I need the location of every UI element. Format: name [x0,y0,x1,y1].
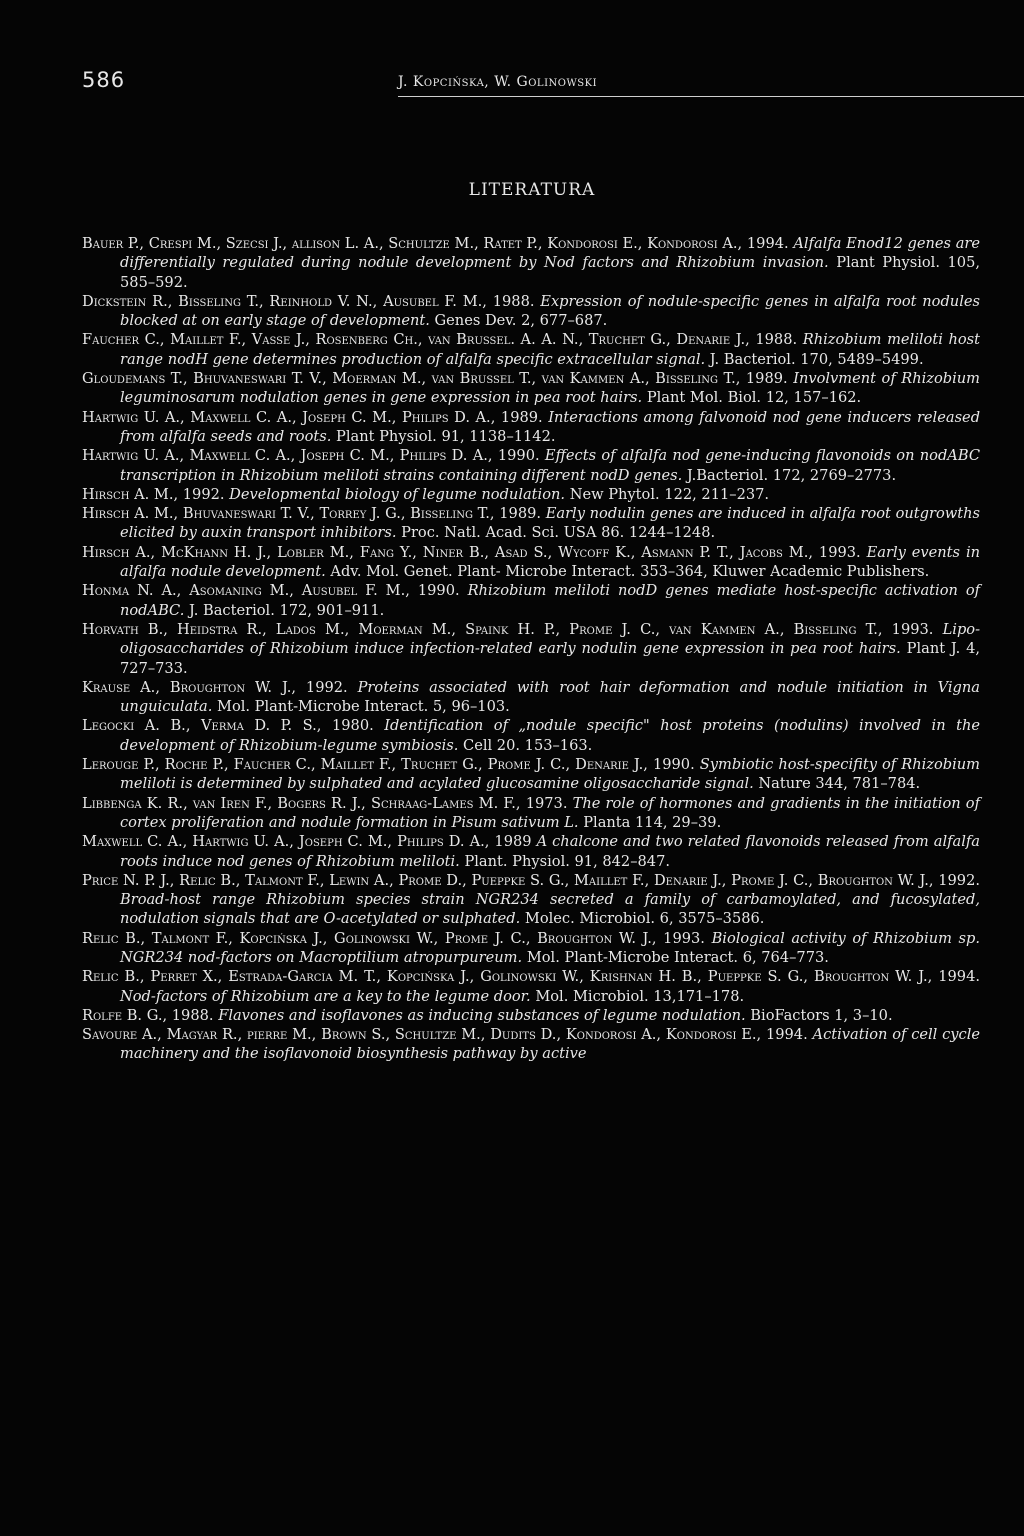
reference-authors: Relic B., Talmont F., Kopcińska J., Golinowski W., Prome J. C., Broughton W. J., [82,929,657,947]
reference-entry [82,620,980,678]
reference-entry [82,446,980,485]
reference-year: 1992. [938,871,980,889]
reference-authors: Dickstein R., Bisseling T., Reinhold V. N., Ausubel F. M., [82,292,487,310]
reference-year: 1990. [417,582,460,600]
reference-year: 1989 [494,833,532,851]
reference-year: 1973. [525,794,568,812]
reference-authors: Price N. P. J., Relic B., Talmont F., Lewin A., Prome D., Pueppke S. G., Maillet F., Denarie J., Prome J. C., Broughton W. J., [82,871,934,889]
reference-authors: Hirsch A., McKhann H. J., Lobler M., Fang Y., Niner B., Asad S., Wycoff K., Asmann P. T., Jacobs M., [82,543,813,561]
reference-year: 1990. [652,756,695,774]
reference-entry [82,330,980,369]
header-rule [398,96,1024,97]
reference-source: J. Bacteriol. 172, 901–911. [189,601,385,619]
reference-source: BioFactors 1, 3–10. [750,1006,893,1024]
reference-source: Cell 20. 153–163. [463,736,593,754]
reference-year: 1993. [818,543,861,561]
reference-entry [82,755,980,794]
section-title: LITERATURA [468,180,596,200]
reference-title: Biological activity of Rhizobium sp. NGR234 nod-factors on Macroptilium atropurpureum. [120,929,981,966]
reference-source: New Phytol. 122, 211–237. [569,485,770,503]
reference-authors: Faucher C., Maillet F., Vasse J., Rosenberg Ch., van Brussel. A. A. N., Truchet G., Denarie J., [82,331,750,349]
reference-source: J. Bacteriol. 170, 5489–5499. [709,350,924,368]
reference-title: Activation of cell cycle machinery and the isoflavonoid biosynthesis pathway by active [120,1026,981,1063]
reference-year: 1994. [746,235,789,252]
reference-source: Proc. Natl. Acad. Sci. USA 86. 1244–1248. [401,524,716,542]
reference-entry [82,504,980,543]
reference-year: 1989. [499,505,542,523]
reference-source: Plant. Physiol. 91, 842–847. [464,852,671,870]
reference-title: A chalcone and two related flavonoids released from alfalfa roots induce nod genes of Rhizobium meliloti. [120,833,981,870]
page-header [82,70,978,98]
reference-title: Broad-host range Rhizobium species strain NGR234 secreted a family of carbamoylated, and fucosylated, nodulation signals that are O-acetylated or sulphated. [120,891,980,928]
reference-title: Developmental biology of legume nodulation. [229,485,566,503]
reference-year: 1993. [663,929,705,947]
reference-source: Plant J. 4, 727–733. [120,640,981,677]
reference-authors: Hirsch A. M., [82,485,179,503]
reference-year: 1994. [765,1026,808,1044]
reference-entry [82,543,980,582]
reference-title: Nod-factors of Rhizobium are a key to the legume door. [120,987,531,1005]
reference-title: Rhizobium meliloti host range nodH gene determines production of alfalfa specific extracellular signal. [120,331,981,368]
reference-year: 1990. [497,447,540,465]
reference-authors: Hirsch A. M., Bhuvaneswari T. V., Torrey J. G., Bisseling T., [82,505,495,523]
reference-source: Molec. Microbiol. 6, 3575–3586. [524,910,765,928]
reference-source: Plant Physiol. 105, 585–592. [120,254,981,291]
reference-authors: Gloudemans T., Bhuvaneswari T. V., Moerman M., van Brussel T., van Kammen A., Bisseling T., [82,370,741,388]
reference-source: Mol. Plant-Microbe Interact. 5, 96–103. [217,698,510,716]
reference-title: Early events in alfalfa nodule development. [120,543,981,581]
reference-source: Nature 344, 781–784. [758,775,921,793]
reference-entry [82,581,980,620]
reference-year: 1994. [938,968,981,986]
reference-title: Expression of nodule-specific genes in alfalfa root nodules blocked at on early stage of development. [120,292,981,330]
reference-authors: Horvath B., Heidstra R., Lados M., Moerman M., Spaink H. P., Prome J. C., van Kammen A., Bisseling T., [82,620,883,638]
reference-source: Planta 114, 29–39. [583,813,722,831]
reference-entry [82,1025,980,1064]
reference-entry [82,678,980,717]
reference-authors: Hartwig U. A., Maxwell C. A., Joseph C. M., Philips D. A., [82,447,493,465]
reference-entry [82,716,980,755]
reference-list [82,234,980,1064]
reference-authors: Honma N. A., Asomaning M., Ausubel F. M., [82,582,410,600]
reference-year: 1988. [492,292,535,310]
reference-authors: Relic B., Perret X., Estrada-Garcia M. T., Kopcińska J., Golinowski W., Krishnan H. B., Pueppke S. G., Broughton W. J., [82,968,933,986]
reference-year: 1989. [745,370,788,388]
reference-title: Effects of alfalfa nod gene-inducing flavonoids on nodABC transcription in Rhizobium meliloti strains containing different nodD genes. [120,447,980,484]
reference-entry [82,929,980,968]
reference-entry [82,832,980,871]
reference-title: Involvment of Rhizobium leguminosarum nodulation genes in gene expression in pea root hairs. [120,370,981,407]
page-number: 586 [82,68,126,92]
reference-source: J.Bacteriol. 172, 2769–2773. [686,466,897,484]
reference-entry [82,1006,980,1025]
reference-title: The role of hormones and gradients in the initiation of cortex proliferation and nodule formation in Pisum sativum L. [120,794,980,831]
reference-authors: Libbenga K. R., van Iren F., Bogers R. J., Schraag-Lames M. F., [82,794,521,812]
reference-entry [82,408,980,447]
reference-year: 1989. [500,408,543,426]
reference-entry [82,485,980,504]
reference-authors: Lerouge P., Roche P., Faucher C., Maillet F., Truchet G., Prome J. C., Denarie J., [82,756,648,774]
reference-title: Proteins associated with root hair deformation and nodule initiation in Vigna unguiculata. [120,678,981,716]
reference-title: Interactions among falvonoid nod gene inducers released from alfalfa seeds and roots. [120,408,981,445]
reference-entry [82,871,980,929]
reference-entry [82,234,980,292]
reference-year: 1992. [182,485,225,503]
reference-title: Alfalfa Enod12 genes are differentially regulated during nodule development by Nod factors and Rhizobium invasion. [120,235,981,272]
reference-title: Early nodulin genes are induced in alfalfa root outgrowths elicited by auxin transport inhibitors. [120,505,980,542]
reference-title: Rhizobium meliloti nodD genes mediate host-specific activation of nodABC. [120,582,981,619]
reference-title: Flavones and isoflavones as inducing substances of legume nodulation. [218,1006,746,1024]
running-head: J. Kopcińska, W. Golinowski [398,74,598,90]
reference-authors: Hartwig U. A., Maxwell C. A., Joseph C. M., Philips D. A., [82,408,496,426]
reference-source: Genes Dev. 2, 677–687. [434,312,608,330]
reference-title: Lipo-oligosaccharides of Rhizobium induce infection-related early nodulin gene expression in pea root hairs. [120,620,981,658]
reference-year: 1980. [331,717,374,735]
reference-year: 1988. [171,1006,214,1024]
reference-title: Symbiotic host-specifity of Rhizobium meliloti is determined by sulphated and acylated glucosamine oligosaccharide signal. [120,756,980,793]
reference-year: 1992. [305,678,348,696]
reference-source: Plant Physiol. 91, 1138–1142. [336,427,556,445]
reference-source: Mol. Microbiol. 13,171–178. [535,987,745,1005]
reference-authors: Savoure A., Magyar R., pierre M., Brown S., Schultze M., Dudits D., Kondorosi A., Kondorosi E., [82,1026,762,1044]
reference-source: Adv. Mol. Genet. Plant- Microbe Interact. 353–364, Kluwer Academic Publishers. [330,563,930,581]
reference-authors: Bauer P., Crespi M., Szecsi J., allison L. A., Schultze M., Ratet P., Kondorosi E., Kondorosi A., [82,235,743,252]
reference-source: Mol. Plant-Microbe Interact. 6, 764–773. [526,948,829,966]
reference-entry [82,967,980,1006]
reference-entry [82,292,980,331]
reference-year: 1993. [891,620,934,638]
reference-year: 1988. [755,331,798,349]
reference-entry [82,794,980,833]
reference-entry [82,369,980,408]
reference-authors: Krause A., Broughton W. J., [82,678,296,696]
reference-authors: Legocki A. B., Verma D. P. S., [82,717,322,735]
reference-authors: Rolfe B. G., [82,1006,168,1024]
reference-source: Plant Mol. Biol. 12, 157–162. [646,389,862,407]
reference-authors: Maxwell C. A., Hartwig U. A., Joseph C. M., Philips D. A., [82,833,490,851]
reference-title: Identification of „nodule specific" host proteins (nodulins) involved in the development of Rhizobium-legume symbiosis. [120,717,981,754]
